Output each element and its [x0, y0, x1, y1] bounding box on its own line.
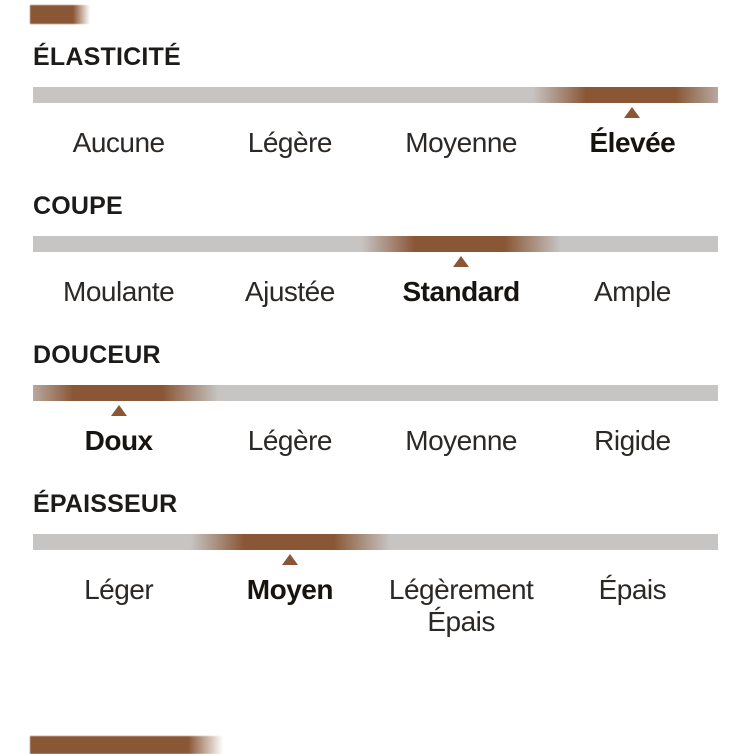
- option-label-selected: Standard: [402, 276, 520, 307]
- pointer-row: [33, 405, 718, 416]
- cropped-highlight-top: [30, 5, 90, 24]
- selected-range-highlight: [532, 87, 718, 103]
- selected-range-highlight: [361, 236, 561, 252]
- option-label: Épais: [598, 574, 667, 605]
- attribute-title: ÉPAISSEUR: [33, 490, 178, 518]
- triangle-up-icon: [282, 554, 298, 565]
- option-label-selected: Élevée: [589, 127, 676, 158]
- cropped-highlight-bottom: [30, 736, 223, 754]
- attribute-scale-section: [33, 490, 718, 638]
- triangle-up-icon: [453, 256, 469, 267]
- option-label: Léger: [84, 574, 154, 605]
- option-label: Ample: [593, 276, 671, 307]
- option-label-selected: Moyen: [246, 574, 333, 605]
- scale-track: [33, 534, 718, 550]
- option-label: Légère: [247, 127, 332, 158]
- selected-range-highlight: [33, 385, 219, 401]
- attribute-scale-section: [33, 192, 718, 308]
- option-label: Légèrement Épais: [388, 574, 534, 637]
- option-label: Moyenne: [405, 425, 517, 456]
- triangle-up-icon: [624, 107, 640, 118]
- option-labels: [33, 574, 718, 638]
- pointer-row: [33, 107, 718, 118]
- attribute-title: COUPE: [33, 192, 123, 220]
- option-label: Moyenne: [405, 127, 517, 158]
- selected-range-highlight: [190, 534, 390, 550]
- pointer-row: [33, 554, 718, 565]
- attribute-scale-section: [33, 43, 718, 159]
- pointer-row: [33, 256, 718, 267]
- attribute-title: ÉLASTICITÉ: [33, 43, 181, 71]
- attribute-scale-section: [33, 341, 718, 457]
- option-label: Aucune: [72, 127, 165, 158]
- scale-track: [33, 87, 718, 103]
- option-labels: [33, 425, 718, 457]
- attribute-title: DOUCEUR: [33, 341, 161, 369]
- triangle-up-icon: [111, 405, 127, 416]
- option-label: Moulante: [63, 276, 175, 307]
- option-labels: [33, 276, 718, 308]
- option-label: Légère: [247, 425, 332, 456]
- option-label: Ajustée: [244, 276, 335, 307]
- option-label: Rigide: [594, 425, 671, 456]
- option-labels: [33, 127, 718, 159]
- scale-track: [33, 236, 718, 252]
- attribute-scales: [33, 43, 718, 671]
- scale-track: [33, 385, 718, 401]
- option-label-selected: Doux: [84, 425, 153, 456]
